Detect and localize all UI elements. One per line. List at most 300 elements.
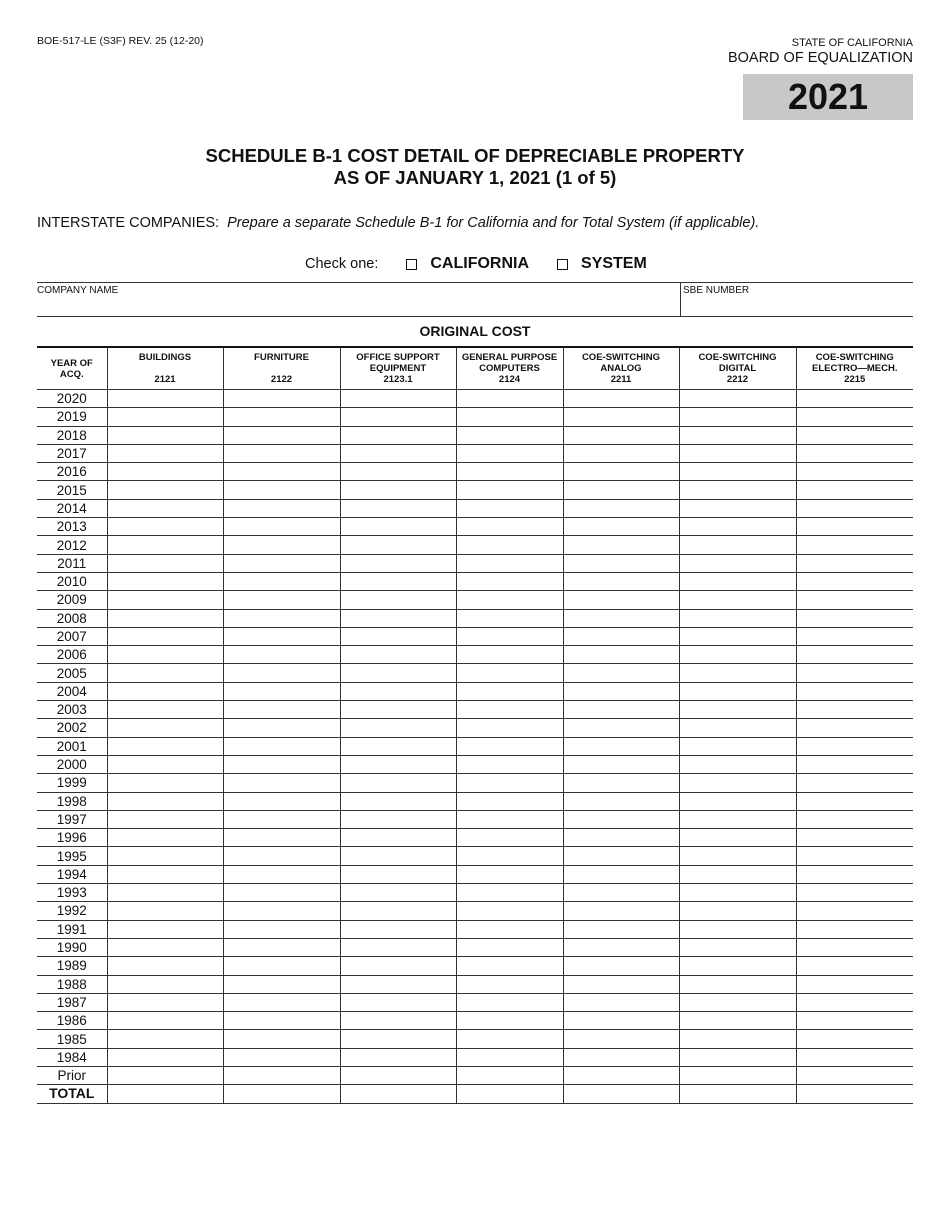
cost-entry-cell[interactable] bbox=[456, 865, 563, 883]
cost-entry-cell[interactable] bbox=[223, 701, 340, 719]
cost-entry-cell[interactable] bbox=[340, 774, 456, 792]
cost-entry-cell[interactable] bbox=[679, 810, 796, 828]
cost-entry-cell[interactable] bbox=[223, 920, 340, 938]
cost-entry-cell[interactable] bbox=[563, 390, 679, 408]
cost-entry-cell[interactable] bbox=[796, 682, 913, 700]
cost-entry-cell[interactable] bbox=[563, 682, 679, 700]
cost-entry-cell[interactable] bbox=[563, 902, 679, 920]
cost-entry-cell[interactable] bbox=[796, 499, 913, 517]
cost-entry-cell[interactable] bbox=[340, 957, 456, 975]
cost-entry-cell[interactable] bbox=[679, 536, 796, 554]
cost-entry-cell[interactable] bbox=[679, 1012, 796, 1030]
table-row bbox=[37, 627, 913, 645]
cost-entry-cell[interactable] bbox=[340, 682, 456, 700]
cost-entry-cell[interactable] bbox=[796, 1030, 913, 1048]
cost-entry-cell[interactable] bbox=[796, 938, 913, 956]
year-cell: 2019 bbox=[37, 408, 107, 426]
cost-entry-cell[interactable] bbox=[107, 536, 223, 554]
cost-entry-cell[interactable] bbox=[340, 627, 456, 645]
cost-entry-cell[interactable] bbox=[340, 865, 456, 883]
cost-entry-cell[interactable] bbox=[456, 1066, 563, 1084]
cost-entry-cell[interactable] bbox=[563, 938, 679, 956]
cost-entry-cell[interactable] bbox=[563, 975, 679, 993]
column-header bbox=[456, 347, 563, 390]
cost-entry-cell[interactable] bbox=[796, 481, 913, 499]
cost-entry-cell[interactable] bbox=[107, 1066, 223, 1084]
cost-entry-cell[interactable] bbox=[679, 646, 796, 664]
year-cell: 1995 bbox=[37, 847, 107, 865]
cost-entry-cell[interactable] bbox=[223, 737, 340, 755]
cost-entry-cell[interactable] bbox=[223, 774, 340, 792]
cost-entry-cell[interactable] bbox=[223, 444, 340, 462]
cost-entry-cell[interactable] bbox=[456, 518, 563, 536]
cost-entry-cell[interactable] bbox=[340, 847, 456, 865]
cost-entry-cell[interactable] bbox=[796, 390, 913, 408]
cost-entry-cell[interactable] bbox=[223, 993, 340, 1011]
cost-entry-cell[interactable] bbox=[796, 463, 913, 481]
cost-entry-cell[interactable] bbox=[563, 774, 679, 792]
cost-entry-cell[interactable] bbox=[679, 481, 796, 499]
cost-entry-cell[interactable] bbox=[563, 737, 679, 755]
cost-entry-cell[interactable] bbox=[107, 975, 223, 993]
cost-entry-cell[interactable] bbox=[456, 627, 563, 645]
cost-entry-cell[interactable] bbox=[340, 609, 456, 627]
cost-entry-cell[interactable] bbox=[563, 609, 679, 627]
cost-entry-cell[interactable] bbox=[796, 646, 913, 664]
cost-entry-cell[interactable] bbox=[107, 664, 223, 682]
cost-entry-cell[interactable] bbox=[456, 1030, 563, 1048]
cost-entry-cell[interactable] bbox=[340, 1048, 456, 1066]
cost-entry-cell[interactable] bbox=[223, 646, 340, 664]
cost-entry-cell[interactable] bbox=[456, 554, 563, 572]
cost-entry-cell[interactable] bbox=[107, 408, 223, 426]
cost-entry-cell[interactable] bbox=[340, 993, 456, 1011]
cost-entry-cell[interactable] bbox=[796, 518, 913, 536]
cost-entry-cell[interactable] bbox=[679, 463, 796, 481]
cost-entry-cell[interactable] bbox=[107, 884, 223, 902]
cost-entry-cell[interactable] bbox=[563, 1048, 679, 1066]
cost-entry-cell[interactable] bbox=[107, 463, 223, 481]
cost-entry-cell[interactable] bbox=[796, 1012, 913, 1030]
cost-entry-cell[interactable] bbox=[107, 902, 223, 920]
cost-entry-cell[interactable] bbox=[340, 755, 456, 773]
cost-entry-cell[interactable] bbox=[796, 774, 913, 792]
cost-entry-cell[interactable] bbox=[796, 884, 913, 902]
cost-entry-cell[interactable] bbox=[223, 755, 340, 773]
cost-entry-cell[interactable] bbox=[223, 1030, 340, 1048]
cost-entry-cell[interactable] bbox=[679, 664, 796, 682]
cost-entry-cell[interactable] bbox=[456, 993, 563, 1011]
cost-entry-cell[interactable] bbox=[456, 1048, 563, 1066]
cost-entry-cell[interactable] bbox=[107, 444, 223, 462]
table-row bbox=[37, 444, 913, 462]
cost-entry-cell[interactable] bbox=[679, 1066, 796, 1084]
cost-entry-cell[interactable] bbox=[563, 591, 679, 609]
cost-entry-cell[interactable] bbox=[340, 902, 456, 920]
cost-entry-cell[interactable] bbox=[340, 1085, 456, 1103]
cost-entry-cell[interactable] bbox=[340, 792, 456, 810]
cost-entry-cell[interactable] bbox=[796, 536, 913, 554]
cost-entry-cell[interactable] bbox=[563, 426, 679, 444]
cost-entry-cell[interactable] bbox=[679, 902, 796, 920]
cost-entry-cell[interactable] bbox=[679, 390, 796, 408]
cost-entry-cell[interactable] bbox=[223, 957, 340, 975]
cost-entry-cell[interactable] bbox=[563, 1066, 679, 1084]
cost-entry-cell[interactable] bbox=[563, 829, 679, 847]
cost-entry-cell[interactable] bbox=[679, 957, 796, 975]
cost-entry-cell[interactable] bbox=[340, 701, 456, 719]
cost-entry-cell[interactable] bbox=[679, 993, 796, 1011]
cost-entry-cell[interactable] bbox=[456, 572, 563, 590]
cost-entry-cell[interactable] bbox=[563, 444, 679, 462]
cost-entry-cell[interactable] bbox=[107, 774, 223, 792]
cost-entry-cell[interactable] bbox=[456, 938, 563, 956]
cost-entry-cell[interactable] bbox=[679, 408, 796, 426]
cost-entry-cell[interactable] bbox=[456, 499, 563, 517]
cost-entry-cell[interactable] bbox=[223, 682, 340, 700]
cost-entry-cell[interactable] bbox=[340, 408, 456, 426]
cost-entry-cell[interactable] bbox=[340, 444, 456, 462]
cost-entry-cell[interactable] bbox=[223, 938, 340, 956]
cost-entry-cell[interactable] bbox=[107, 499, 223, 517]
cost-entry-cell[interactable] bbox=[456, 444, 563, 462]
cost-entry-cell[interactable] bbox=[340, 1030, 456, 1048]
cost-entry-cell[interactable] bbox=[563, 884, 679, 902]
cost-entry-cell[interactable] bbox=[107, 627, 223, 645]
cost-entry-cell[interactable] bbox=[340, 426, 456, 444]
table-row bbox=[37, 920, 913, 938]
cost-entry-cell[interactable] bbox=[796, 609, 913, 627]
cost-entry-cell[interactable] bbox=[796, 792, 913, 810]
cost-entry-cell[interactable] bbox=[223, 609, 340, 627]
cost-entry-cell[interactable] bbox=[796, 1085, 913, 1103]
cost-entry-cell[interactable] bbox=[107, 810, 223, 828]
cost-entry-cell[interactable] bbox=[223, 664, 340, 682]
cost-entry-cell[interactable] bbox=[796, 701, 913, 719]
cost-entry-cell[interactable] bbox=[796, 554, 913, 572]
cost-entry-cell[interactable] bbox=[107, 1012, 223, 1030]
table-row bbox=[37, 463, 913, 481]
cost-entry-cell[interactable] bbox=[223, 810, 340, 828]
cost-entry-cell[interactable] bbox=[796, 426, 913, 444]
cost-entry-cell[interactable] bbox=[796, 627, 913, 645]
cost-entry-cell[interactable] bbox=[456, 755, 563, 773]
cost-entry-cell[interactable] bbox=[107, 1030, 223, 1048]
system-checkbox[interactable] bbox=[557, 259, 568, 270]
cost-entry-cell[interactable] bbox=[563, 463, 679, 481]
cost-entry-cell[interactable] bbox=[563, 847, 679, 865]
cost-entry-cell[interactable] bbox=[107, 993, 223, 1011]
cost-entry-cell[interactable] bbox=[340, 646, 456, 664]
cost-entry-cell[interactable] bbox=[223, 554, 340, 572]
cost-entry-cell[interactable] bbox=[679, 1048, 796, 1066]
cost-entry-cell[interactable] bbox=[456, 609, 563, 627]
cost-entry-cell[interactable] bbox=[679, 572, 796, 590]
cost-entry-cell[interactable] bbox=[679, 701, 796, 719]
cost-entry-cell[interactable] bbox=[563, 719, 679, 737]
cost-entry-cell[interactable] bbox=[107, 682, 223, 700]
cost-entry-cell[interactable] bbox=[679, 865, 796, 883]
cost-entry-cell[interactable] bbox=[107, 829, 223, 847]
year-cell: 2010 bbox=[37, 572, 107, 590]
cost-entry-cell[interactable] bbox=[456, 1085, 563, 1103]
cost-entry-cell[interactable] bbox=[107, 938, 223, 956]
col-header-code: 2121 bbox=[154, 374, 176, 385]
cost-entry-cell[interactable] bbox=[223, 1048, 340, 1066]
cost-entry-cell[interactable] bbox=[563, 572, 679, 590]
cost-entry-cell[interactable] bbox=[679, 847, 796, 865]
cost-entry-cell[interactable] bbox=[340, 1066, 456, 1084]
cost-entry-cell[interactable] bbox=[107, 1048, 223, 1066]
cost-entry-cell[interactable] bbox=[796, 408, 913, 426]
cost-entry-cell[interactable] bbox=[107, 1085, 223, 1103]
table-row bbox=[37, 737, 913, 755]
cost-entry-cell[interactable] bbox=[340, 390, 456, 408]
cost-entry-cell[interactable] bbox=[340, 664, 456, 682]
cost-entry-cell[interactable] bbox=[223, 591, 340, 609]
cost-entry-cell[interactable] bbox=[796, 1066, 913, 1084]
cost-entry-cell[interactable] bbox=[107, 518, 223, 536]
cost-table bbox=[37, 346, 913, 1104]
cost-entry-cell[interactable] bbox=[340, 884, 456, 902]
cost-entry-cell[interactable] bbox=[456, 1012, 563, 1030]
cost-entry-cell[interactable] bbox=[679, 755, 796, 773]
col-header-line: COE-SWITCHING bbox=[698, 352, 777, 363]
cost-entry-cell[interactable] bbox=[796, 829, 913, 847]
cost-entry-cell[interactable] bbox=[340, 463, 456, 481]
cost-entry-cell[interactable] bbox=[107, 426, 223, 444]
cost-entry-cell[interactable] bbox=[563, 536, 679, 554]
cost-entry-cell[interactable] bbox=[107, 792, 223, 810]
cost-entry-cell[interactable] bbox=[107, 572, 223, 590]
cost-entry-cell[interactable] bbox=[796, 902, 913, 920]
cost-entry-cell[interactable] bbox=[223, 1085, 340, 1103]
cost-entry-cell[interactable] bbox=[223, 847, 340, 865]
cost-entry-cell[interactable] bbox=[679, 682, 796, 700]
cost-entry-cell[interactable] bbox=[223, 829, 340, 847]
cost-entry-cell[interactable] bbox=[340, 810, 456, 828]
cost-entry-cell[interactable] bbox=[796, 572, 913, 590]
cost-entry-cell[interactable] bbox=[107, 554, 223, 572]
cost-entry-cell[interactable] bbox=[107, 755, 223, 773]
cost-entry-cell[interactable] bbox=[456, 408, 563, 426]
cost-entry-cell[interactable] bbox=[107, 646, 223, 664]
cost-entry-cell[interactable] bbox=[456, 847, 563, 865]
cost-entry-cell[interactable] bbox=[456, 390, 563, 408]
cost-entry-cell[interactable] bbox=[679, 792, 796, 810]
cost-entry-cell[interactable] bbox=[456, 810, 563, 828]
cost-entry-cell[interactable] bbox=[796, 865, 913, 883]
cost-entry-cell[interactable] bbox=[340, 920, 456, 938]
cost-entry-cell[interactable] bbox=[107, 920, 223, 938]
cost-entry-cell[interactable] bbox=[679, 426, 796, 444]
cost-entry-cell[interactable] bbox=[796, 847, 913, 865]
cost-entry-cell[interactable] bbox=[340, 938, 456, 956]
cost-entry-cell[interactable] bbox=[563, 554, 679, 572]
table-row bbox=[37, 664, 913, 682]
cost-entry-cell[interactable] bbox=[223, 390, 340, 408]
column-header bbox=[679, 347, 796, 390]
cost-entry-cell[interactable] bbox=[679, 920, 796, 938]
cost-entry-cell[interactable] bbox=[563, 1085, 679, 1103]
cost-entry-cell[interactable] bbox=[456, 426, 563, 444]
cost-entry-cell[interactable] bbox=[340, 829, 456, 847]
column-header bbox=[340, 347, 456, 390]
cost-entry-cell[interactable] bbox=[107, 481, 223, 499]
cost-entry-cell[interactable] bbox=[563, 408, 679, 426]
cost-entry-cell[interactable] bbox=[796, 591, 913, 609]
board-label: BOARD OF EQUALIZATION bbox=[727, 50, 913, 66]
cost-entry-cell[interactable] bbox=[456, 737, 563, 755]
table-row bbox=[37, 975, 913, 993]
cost-entry-cell[interactable] bbox=[223, 719, 340, 737]
cost-entry-cell[interactable] bbox=[456, 719, 563, 737]
cost-entry-cell[interactable] bbox=[223, 902, 340, 920]
cost-entry-cell[interactable] bbox=[679, 737, 796, 755]
cost-entry-cell[interactable] bbox=[796, 444, 913, 462]
cost-entry-cell[interactable] bbox=[563, 957, 679, 975]
cost-entry-cell[interactable] bbox=[223, 536, 340, 554]
cost-entry-cell[interactable] bbox=[563, 993, 679, 1011]
cost-entry-cell[interactable] bbox=[223, 1066, 340, 1084]
cost-entry-cell[interactable] bbox=[456, 481, 563, 499]
cost-entry-cell[interactable] bbox=[456, 536, 563, 554]
cost-entry-cell[interactable] bbox=[340, 499, 456, 517]
cost-entry-cell[interactable] bbox=[107, 719, 223, 737]
cost-entry-cell[interactable] bbox=[223, 627, 340, 645]
table-row bbox=[37, 536, 913, 554]
cost-entry-cell[interactable] bbox=[340, 719, 456, 737]
cost-entry-cell[interactable] bbox=[107, 957, 223, 975]
cost-entry-cell[interactable] bbox=[107, 865, 223, 883]
cost-entry-cell[interactable] bbox=[456, 774, 563, 792]
cost-entry-cell[interactable] bbox=[223, 884, 340, 902]
cost-entry-cell[interactable] bbox=[679, 554, 796, 572]
cost-entry-cell[interactable] bbox=[679, 938, 796, 956]
cost-entry-cell[interactable] bbox=[340, 518, 456, 536]
cost-entry-cell[interactable] bbox=[340, 1012, 456, 1030]
cost-entry-cell[interactable] bbox=[796, 1048, 913, 1066]
cost-entry-cell[interactable] bbox=[340, 975, 456, 993]
cost-entry-cell[interactable] bbox=[679, 609, 796, 627]
cost-entry-cell[interactable] bbox=[679, 774, 796, 792]
cost-entry-cell[interactable] bbox=[223, 572, 340, 590]
cost-entry-cell[interactable] bbox=[679, 829, 796, 847]
cost-entry-cell[interactable] bbox=[563, 664, 679, 682]
cost-entry-cell[interactable] bbox=[679, 719, 796, 737]
cost-entry-cell[interactable] bbox=[223, 481, 340, 499]
cost-entry-cell[interactable] bbox=[679, 627, 796, 645]
cost-entry-cell[interactable] bbox=[796, 719, 913, 737]
cost-entry-cell[interactable] bbox=[679, 591, 796, 609]
cost-entry-cell[interactable] bbox=[340, 591, 456, 609]
cost-entry-cell[interactable] bbox=[563, 481, 679, 499]
cost-entry-cell[interactable] bbox=[679, 884, 796, 902]
cost-entry-cell[interactable] bbox=[563, 499, 679, 517]
cost-entry-cell[interactable] bbox=[223, 975, 340, 993]
state-label: STATE OF CALIFORNIA bbox=[791, 37, 913, 49]
cost-entry-cell[interactable] bbox=[563, 920, 679, 938]
cost-entry-cell[interactable] bbox=[563, 792, 679, 810]
cost-entry-cell[interactable] bbox=[456, 920, 563, 938]
cost-entry-cell[interactable] bbox=[679, 1030, 796, 1048]
cost-entry-cell[interactable] bbox=[223, 865, 340, 883]
cost-entry-cell[interactable] bbox=[563, 518, 679, 536]
cost-entry-cell[interactable] bbox=[456, 902, 563, 920]
cost-entry-cell[interactable] bbox=[456, 591, 563, 609]
cost-entry-cell[interactable] bbox=[340, 536, 456, 554]
table-row bbox=[37, 993, 913, 1011]
cost-entry-cell[interactable] bbox=[456, 463, 563, 481]
cost-entry-cell[interactable] bbox=[563, 1030, 679, 1048]
cost-entry-cell[interactable] bbox=[456, 701, 563, 719]
cost-entry-cell[interactable] bbox=[796, 810, 913, 828]
cost-entry-cell[interactable] bbox=[223, 518, 340, 536]
cost-entry-cell[interactable] bbox=[679, 518, 796, 536]
cost-entry-cell[interactable] bbox=[796, 664, 913, 682]
cost-entry-cell[interactable] bbox=[796, 957, 913, 975]
cost-entry-cell[interactable] bbox=[456, 682, 563, 700]
cost-entry-cell[interactable] bbox=[679, 499, 796, 517]
cost-entry-cell[interactable] bbox=[107, 847, 223, 865]
cost-entry-cell[interactable] bbox=[796, 975, 913, 993]
cost-entry-cell[interactable] bbox=[340, 481, 456, 499]
cost-entry-cell[interactable] bbox=[107, 390, 223, 408]
cost-entry-cell[interactable] bbox=[563, 1012, 679, 1030]
year-cell: 2001 bbox=[37, 737, 107, 755]
cost-entry-cell[interactable] bbox=[107, 591, 223, 609]
cost-entry-cell[interactable] bbox=[563, 755, 679, 773]
cost-entry-cell[interactable] bbox=[223, 792, 340, 810]
cost-entry-cell[interactable] bbox=[340, 554, 456, 572]
cost-entry-cell[interactable] bbox=[796, 737, 913, 755]
cost-entry-cell[interactable] bbox=[796, 993, 913, 1011]
cost-entry-cell[interactable] bbox=[107, 737, 223, 755]
cost-entry-cell[interactable] bbox=[456, 829, 563, 847]
cost-entry-cell[interactable] bbox=[456, 884, 563, 902]
cost-entry-cell[interactable] bbox=[456, 792, 563, 810]
cost-entry-cell[interactable] bbox=[563, 646, 679, 664]
cost-entry-cell[interactable] bbox=[223, 426, 340, 444]
cost-entry-cell[interactable] bbox=[679, 975, 796, 993]
cost-entry-cell[interactable] bbox=[563, 810, 679, 828]
cost-entry-cell[interactable] bbox=[679, 1085, 796, 1103]
cost-entry-cell[interactable] bbox=[456, 975, 563, 993]
cost-entry-cell[interactable] bbox=[563, 701, 679, 719]
cost-entry-cell[interactable] bbox=[456, 664, 563, 682]
cost-entry-cell[interactable] bbox=[456, 646, 563, 664]
cost-entry-cell[interactable] bbox=[679, 444, 796, 462]
table-row bbox=[37, 481, 913, 499]
cost-entry-cell[interactable] bbox=[563, 865, 679, 883]
cost-entry-cell[interactable] bbox=[456, 957, 563, 975]
cost-entry-cell[interactable] bbox=[107, 701, 223, 719]
cost-entry-cell[interactable] bbox=[223, 463, 340, 481]
cost-entry-cell[interactable] bbox=[107, 609, 223, 627]
cost-entry-cell[interactable] bbox=[796, 755, 913, 773]
year-cell: 1991 bbox=[37, 920, 107, 938]
cost-entry-cell[interactable] bbox=[223, 408, 340, 426]
cost-entry-cell[interactable] bbox=[796, 920, 913, 938]
california-checkbox[interactable] bbox=[406, 259, 417, 270]
cost-entry-cell[interactable] bbox=[223, 1012, 340, 1030]
cost-entry-cell[interactable] bbox=[340, 572, 456, 590]
year-cell: 2014 bbox=[37, 499, 107, 517]
cost-entry-cell[interactable] bbox=[223, 499, 340, 517]
year-cell: 1997 bbox=[37, 810, 107, 828]
cost-entry-cell[interactable] bbox=[563, 627, 679, 645]
cost-entry-cell[interactable] bbox=[340, 737, 456, 755]
